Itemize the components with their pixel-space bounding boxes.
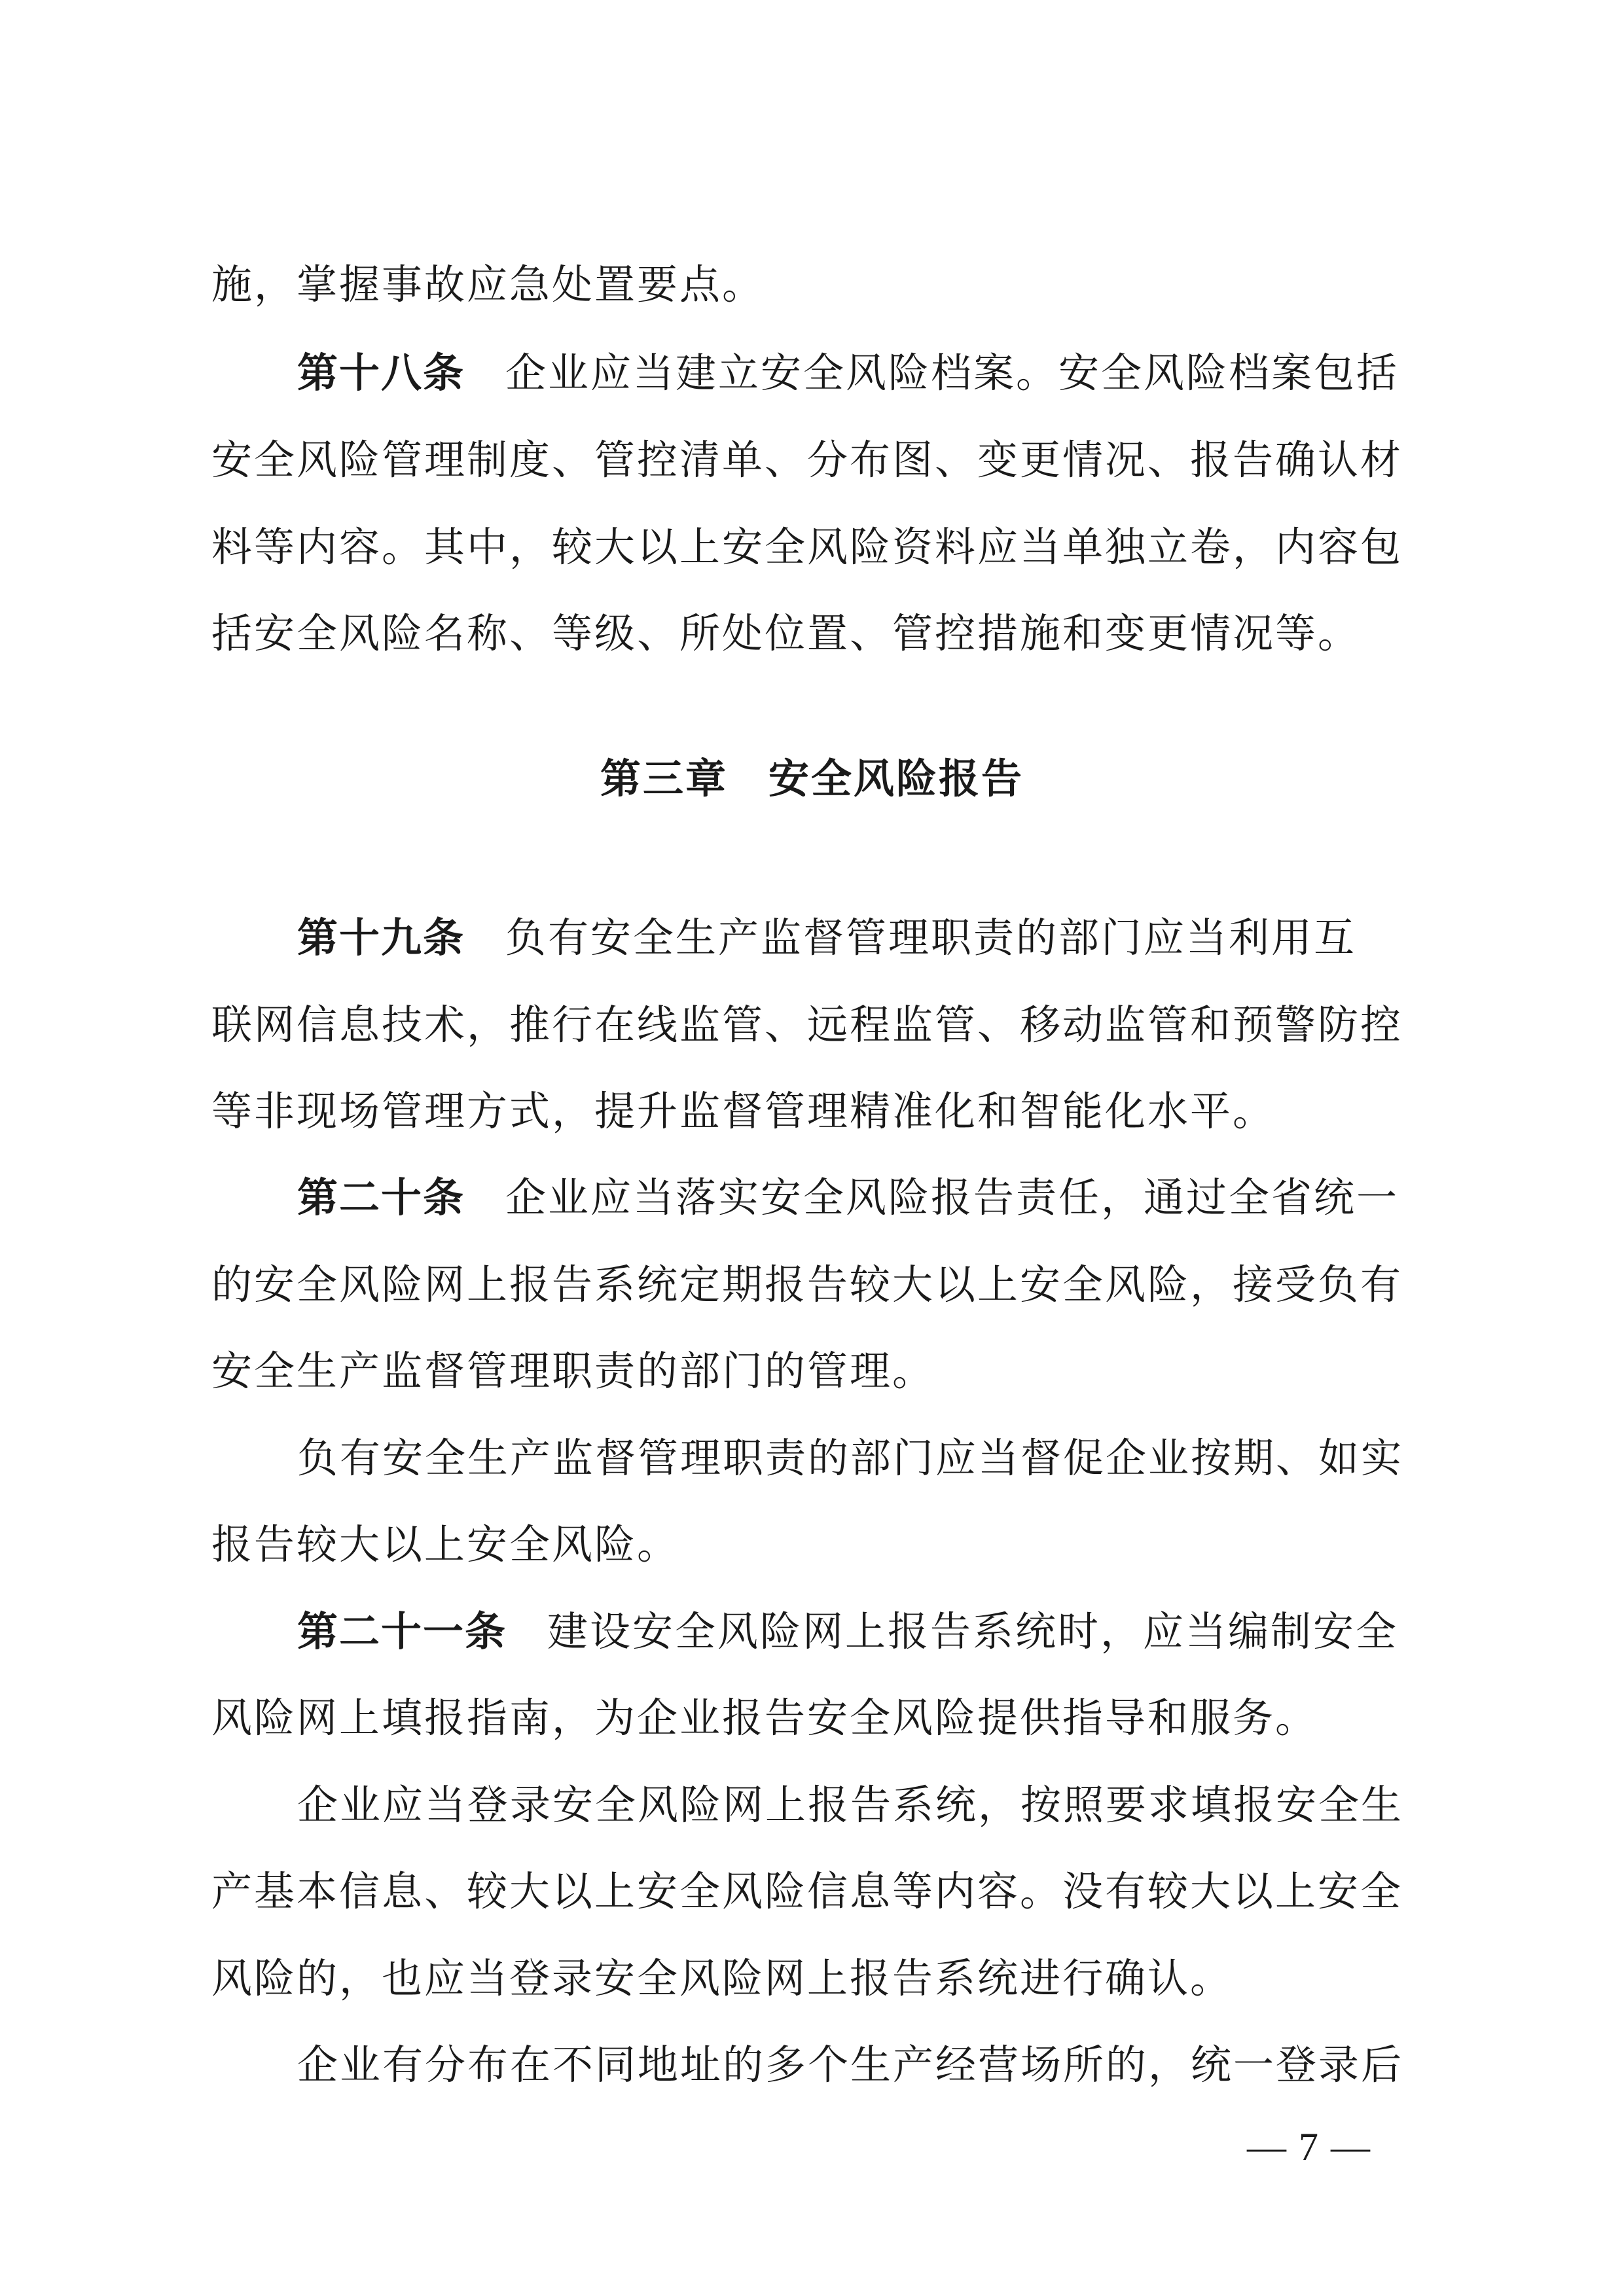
line-text: 施，掌握事故应急处置要点。	[211, 260, 765, 308]
article-18-label: 第十八条	[297, 349, 465, 397]
article-18-line	[211, 607, 1416, 660]
chapter-heading	[0, 753, 1624, 805]
chapter-number: 第三章	[600, 755, 728, 802]
article-19-line	[211, 999, 1416, 1051]
article-19-line	[211, 1085, 1416, 1138]
article-20-label: 第二十条	[297, 1174, 465, 1221]
line-text: 风险的，也应当登录安全风险网上报告系统进行确认。	[211, 1954, 1233, 2002]
article-18-first-line	[297, 347, 1416, 399]
line-text: 的安全风险网上报告系统定期报告较大以上安全风险，接受负有	[211, 1261, 1403, 1308]
line-text: 企业应当落实安全风险报告责任，通过全省统一	[505, 1174, 1399, 1221]
article-21-paragraph-2-line	[211, 1865, 1416, 1918]
article-19-first-line	[297, 912, 1416, 964]
article-21-first-line	[297, 1605, 1416, 1658]
article-19-label: 第十九条	[297, 914, 465, 961]
line-text: 建设安全风险网上报告系统时，应当编制安全	[547, 1607, 1399, 1655]
line-text: 等非现场管理方式，提升监督管理精准化和智能化水平。	[211, 1087, 1276, 1135]
article-21-label: 第二十一条	[297, 1607, 507, 1655]
line-text: 括安全风险名称、等级、所处位置、管控措施和变更情况等。	[211, 609, 1361, 657]
line-text: 负有安全生产监督管理职责的部门应当利用互	[505, 914, 1357, 961]
paragraph-continuation	[211, 259, 1416, 311]
line-text: 企业有分布在不同地址的多个生产经营场所的，统一登录后	[297, 2041, 1404, 2089]
line-text: 企业应当登录安全风险网上报告系统，按照要求填报安全生	[297, 1781, 1404, 1829]
line-text: 报告较大以上安全风险。	[211, 1520, 680, 1568]
page-number: — 7 —	[1247, 2125, 1371, 2168]
article-21-paragraph-2	[297, 1779, 1416, 1831]
article-20-paragraph-2-line	[211, 1518, 1416, 1571]
article-21-paragraph-3	[297, 2039, 1416, 2091]
chapter-title: 安全风险报告	[768, 755, 1024, 802]
line-text: 风险网上填报指南，为企业报告安全风险提供指导和服务。	[211, 1694, 1318, 1742]
article-20-paragraph-2	[297, 1432, 1416, 1484]
line-text: 产基本信息、较大以上安全风险信息等内容。没有较大以上安全	[211, 1867, 1403, 1915]
article-18-line	[211, 521, 1416, 573]
article-21-line	[211, 1692, 1416, 1744]
article-18-line	[211, 434, 1416, 486]
article-20-line	[211, 1345, 1416, 1397]
line-text: 企业应当建立安全风险档案。安全风险档案包括	[505, 349, 1399, 397]
line-text: 料等内容。其中，较大以上安全风险资料应当单独立卷，内容包	[211, 523, 1403, 571]
line-text: 负有安全生产监督管理职责的部门应当督促企业按期、如实	[297, 1434, 1404, 1482]
line-text: 安全风险管理制度、管控清单、分布图、变更情况、报告确认材	[211, 436, 1403, 484]
line-text: 安全生产监督管理职责的部门的管理。	[211, 1347, 935, 1395]
line-text: 联网信息技术，推行在线监管、远程监管、移动监管和预警防控	[211, 1001, 1403, 1049]
article-20-first-line	[297, 1172, 1416, 1224]
article-20-line	[211, 1259, 1416, 1311]
article-21-paragraph-2-line	[211, 1952, 1416, 2005]
